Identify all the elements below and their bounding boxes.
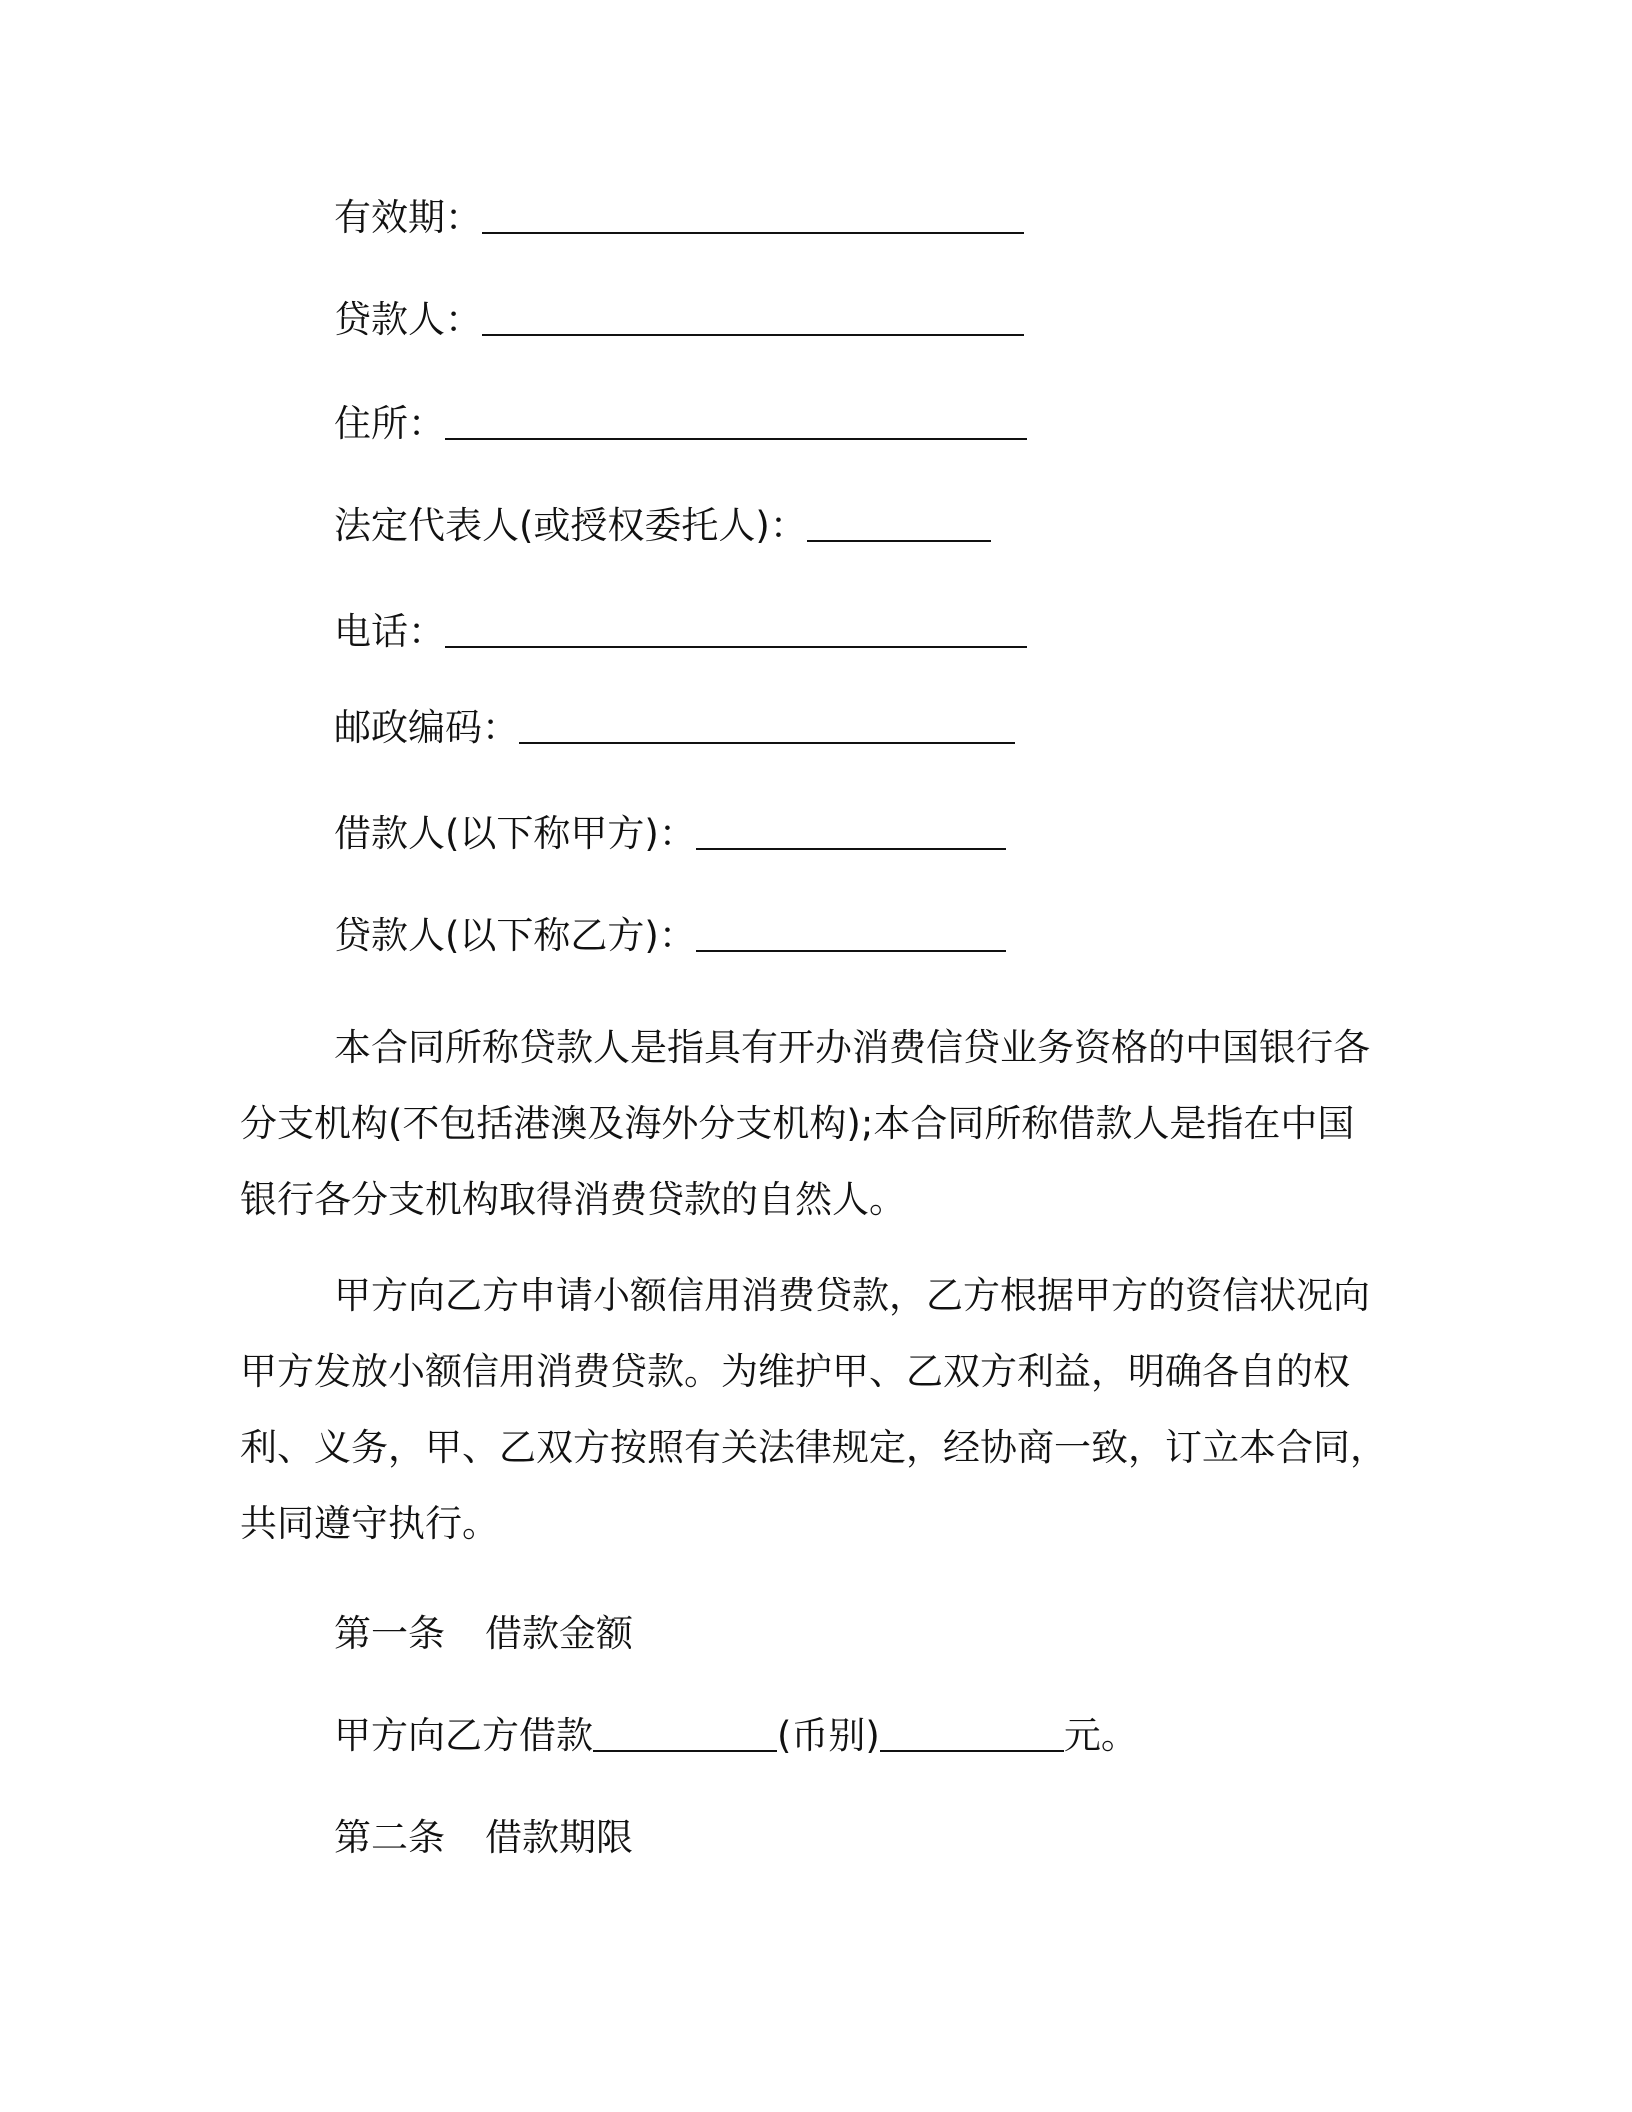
paragraph-purpose	[240, 1258, 1387, 1562]
field-lender	[334, 296, 1024, 344]
field-representative	[334, 502, 991, 550]
paragraph-line: 本合同所称贷款人是指具有开办消费信贷业务资格的中国银行各	[334, 1026, 1370, 1069]
loan-amount-prefix: 甲方向乙方借款	[334, 1714, 593, 1757]
blank-lender2[interactable]	[696, 922, 1006, 952]
article-1-heading	[334, 1610, 633, 1658]
blank-borrower[interactable]	[696, 820, 1006, 850]
field-label: 住所：	[334, 402, 445, 445]
field-label: 贷款人(以下称乙方)：	[334, 914, 696, 957]
field-postcode	[334, 704, 1015, 752]
paragraph-line: 甲方向乙方申请小额信用消费贷款，乙方根据甲方的资信状况向	[334, 1274, 1370, 1317]
article-title: 借款金额	[485, 1612, 633, 1655]
paragraph-line: 共同遵守执行。	[240, 1502, 499, 1545]
article-2-heading	[334, 1814, 633, 1862]
article-title: 借款期限	[485, 1816, 633, 1859]
field-label: 法定代表人(或授权委托人)：	[334, 504, 807, 547]
blank-validity[interactable]	[482, 204, 1024, 234]
paragraph-line: 银行各分支机构取得消费贷款的自然人。	[240, 1178, 906, 1221]
currency-label: (币别)	[777, 1714, 880, 1757]
paragraph-line: 甲方发放小额信用消费贷款。为维护甲、乙双方利益，明确各自的权	[240, 1350, 1350, 1393]
field-label: 贷款人：	[334, 298, 482, 341]
field-phone	[334, 608, 1027, 656]
field-validity	[334, 194, 1024, 242]
blank-currency[interactable]	[880, 1722, 1064, 1752]
field-address	[334, 400, 1027, 448]
blank-lender[interactable]	[482, 306, 1024, 336]
loan-amount-unit: 元。	[1063, 1714, 1138, 1757]
blank-phone[interactable]	[445, 618, 1027, 648]
blank-loan-amount[interactable]	[593, 1722, 777, 1752]
article-number: 第二条	[334, 1816, 445, 1859]
paragraph-line: 分支机构(不包括港澳及海外分支机构);本合同所称借款人是指在中国	[240, 1102, 1355, 1145]
field-lender2	[334, 912, 1006, 960]
paragraph-line: 利、义务，甲、乙双方按照有关法律规定，经协商一致，订立本合同，	[240, 1426, 1387, 1469]
field-borrower	[334, 810, 1006, 858]
paragraph-definitions	[240, 1010, 1380, 1238]
blank-representative[interactable]	[807, 512, 991, 542]
blank-address[interactable]	[445, 410, 1027, 440]
field-label: 邮政编码：	[334, 706, 519, 749]
loan-amount-line	[334, 1712, 1138, 1760]
article-number: 第一条	[334, 1612, 445, 1655]
blank-postcode[interactable]	[519, 714, 1015, 744]
field-label: 借款人(以下称甲方)：	[334, 812, 696, 855]
field-label: 电话：	[334, 610, 445, 653]
field-label: 有效期：	[334, 196, 482, 239]
